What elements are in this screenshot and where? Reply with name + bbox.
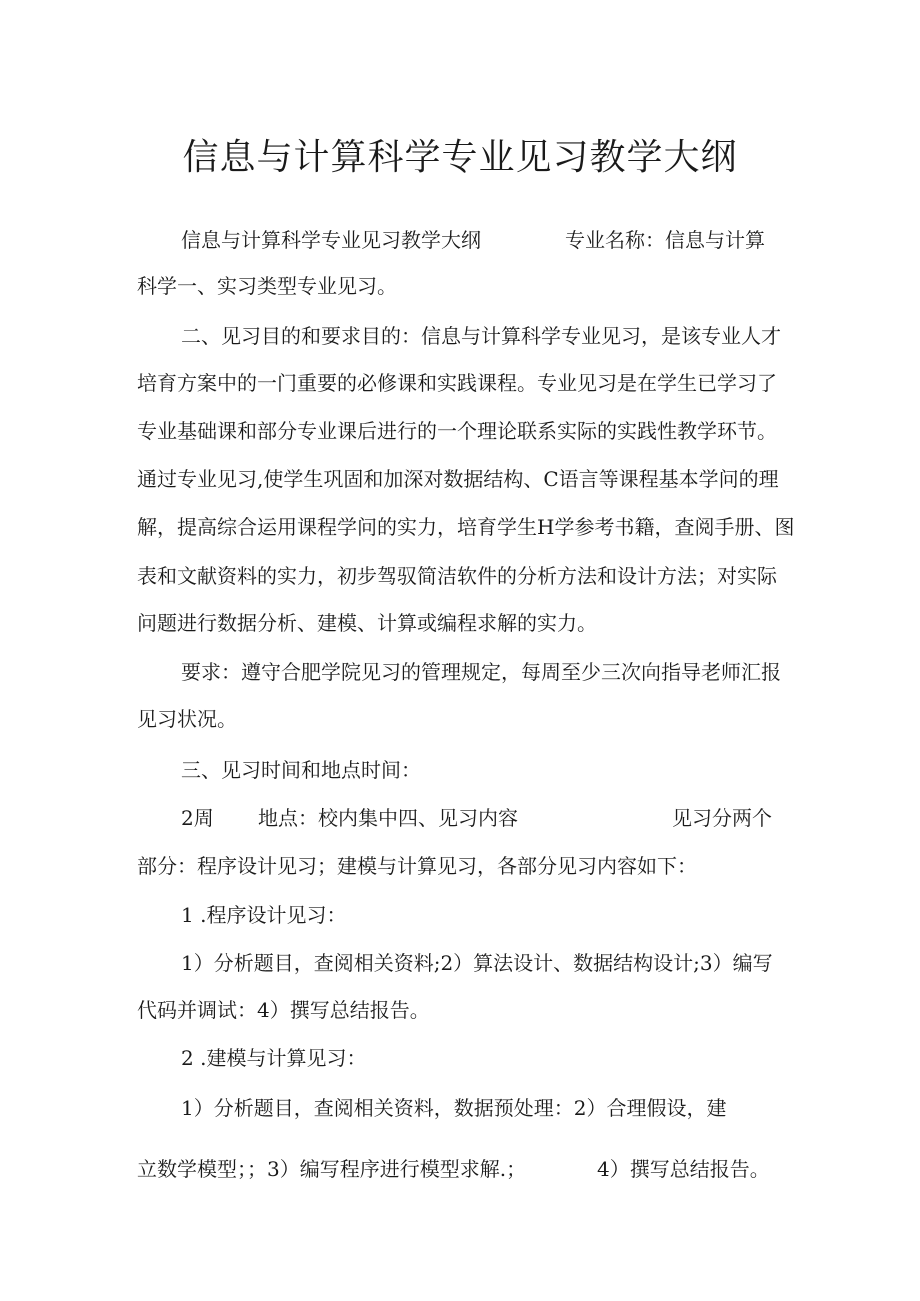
line-text: 专业名称：信息与计算 bbox=[565, 228, 765, 252]
line-text: 1 .程序设计见习： bbox=[181, 903, 347, 927]
line-text: 1）分析题目，查阅相关资料，数据预处理：2）合理假设，建 bbox=[181, 1096, 727, 1120]
line-text: 专业基础课和部分专业课后进行的一个理论联系实际的实践性教学环节。 bbox=[137, 419, 777, 443]
line-text: 二、见习目的和要求目的：信息与计算科学专业见习，是该专业人才 bbox=[181, 324, 781, 348]
line-text: 培育方案中的一门重要的必修课和实践课程。专业见习是在学生已学习了 bbox=[137, 371, 777, 395]
line-text: 立数学模型；；3）编写程序进行模型求解.； bbox=[137, 1157, 527, 1181]
line-text: 2周 bbox=[181, 806, 214, 830]
line-text: 2 .建模与计算见习： bbox=[181, 1046, 367, 1070]
line-text: 要求：遵守合肥学院见习的管理规定，每周至少三次向指导老师汇报 bbox=[181, 660, 781, 684]
line-text: 三、见习时间和地点时间： bbox=[181, 758, 421, 782]
line-text: 科学一、实习类型专业见习。 bbox=[137, 274, 397, 298]
line-text: 部分：程序设计见习；建模与计算见习，各部分见习内容如下： bbox=[137, 854, 697, 878]
line-text: 地点：校内集中四、见习内容 bbox=[258, 806, 518, 830]
line-text: 信息与计算科学专业见习教学大纲 bbox=[181, 228, 481, 252]
line-text: 解，提高综合运用课程学问的实力，培育学生H学参考书籍，查阅手册、图 bbox=[137, 515, 795, 539]
paragraph-line bbox=[0, 1155, 920, 1267]
line-text: 问题进行数据分析、建模、计算或编程求解的实力。 bbox=[137, 611, 597, 635]
line-text: 1）分析题目，查阅相关资料;2）算法设计、数据结构设计;3）编写 bbox=[181, 951, 773, 975]
line-text: 见习状况。 bbox=[137, 707, 237, 731]
line-text: 表和文献资料的实力，初步驾驭简洁软件的分析方法和设计方法；对实际 bbox=[137, 564, 777, 588]
line-text: 见习分两个 bbox=[672, 806, 772, 830]
line-text: 4）撰写总结报告。 bbox=[597, 1157, 770, 1181]
document-title: 信息与计算科学专业见习教学大纲 bbox=[182, 137, 738, 178]
line-text: 通过专业见习,使学生巩固和加深对数据结构、C语言等课程基本学问的理 bbox=[137, 467, 779, 491]
line-text: 代码并调试：4）撰写总结报告。 bbox=[137, 998, 430, 1022]
